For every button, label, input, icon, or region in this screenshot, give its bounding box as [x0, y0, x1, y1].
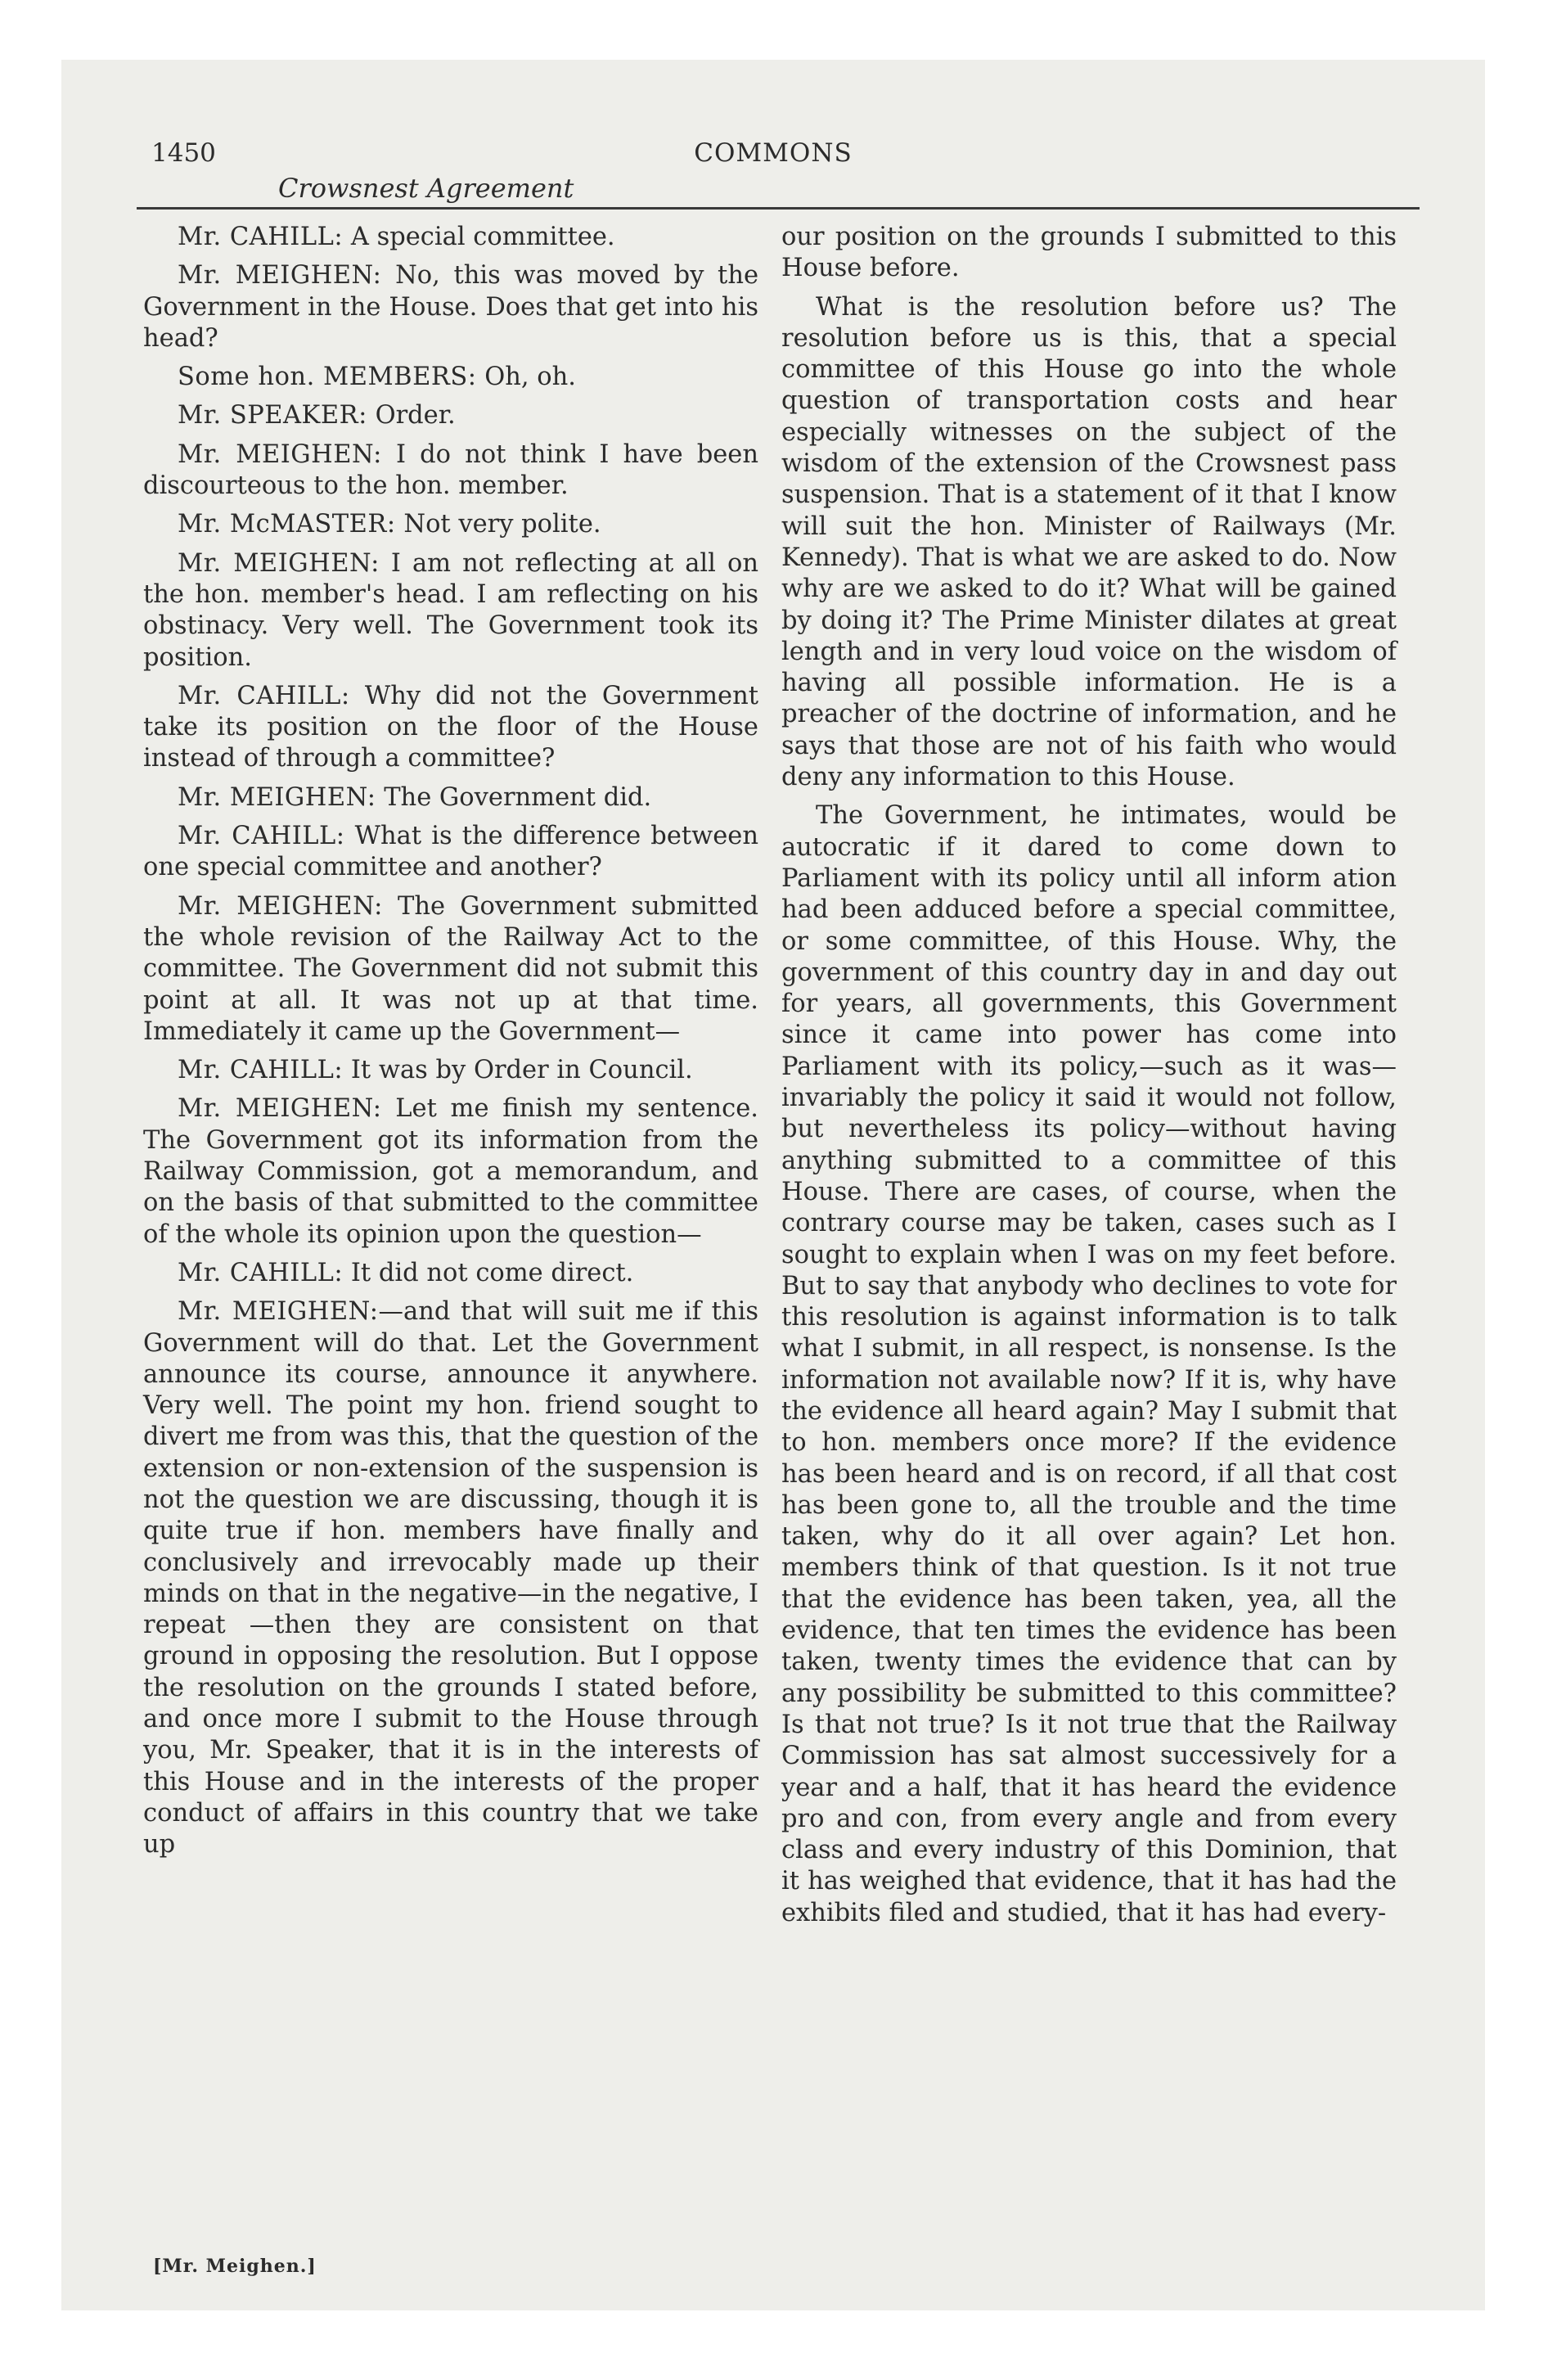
speech-text: It did not come direct.: [350, 1258, 634, 1287]
speech-text: I am not reflecting at all on the hon. member's head. I am reflecting on his obstinacy. Very well. The Government took its position.: [143, 548, 758, 672]
speech-text: The Government did.: [384, 782, 652, 812]
speech-text: Oh, oh.: [484, 363, 576, 392]
speaker-name: Mr. MEIGHEN:: [178, 891, 383, 921]
speech-paragraph: our position on the grounds I submitted to this House before.: [781, 223, 1397, 283]
speech-paragraph: [143, 1296, 758, 1860]
speech-paragraph: [143, 1093, 758, 1250]
speech-paragraph: [143, 891, 758, 1048]
speaker-name: Mr. SPEAKER:: [178, 401, 367, 430]
speaker-name: Mr. CAHILL:: [178, 681, 350, 710]
speaker-name: Mr. MEIGHEN:: [178, 782, 376, 812]
speaker-name: Mr. MEIGHEN:: [178, 261, 382, 291]
speech-paragraph: [143, 400, 758, 431]
speech-text: Not very polite.: [403, 510, 601, 539]
scanned-page: [61, 60, 1485, 2310]
speech-paragraph: [143, 1258, 758, 1289]
speaker-name: Mr. McMASTER:: [178, 510, 396, 539]
section-title: COMMONS: [694, 138, 853, 168]
speaker-name: Some hon. MEMBERS:: [178, 363, 477, 392]
speech-text: Let me finish my sentence. The Government got its information from the Railway Commission, got a memorandum, and on the basis of that submitted to the committee of the whole its opinion upon the question—: [143, 1094, 759, 1249]
speech-text: The Government submitted the whole revision of the Railway Act to the committee. The Government did not submit this point at all. It was not up at that time. Immediately it came up the Government—: [143, 891, 758, 1046]
speech-paragraph: What is the resolution before us? The resolution before us is this, that a special committee of this House go into the whole question of transportation costs and hear especially witnesses on the subject of the wisdom of the extension of the Crowsnest pass suspension. That is a statement of it that I know will suit the hon. Minister of Railways (Mr. Kennedy). That is what we are asked to do. Now why are we asked to do it? What will be gained by doing it? The Prime Minister dilates at great length and in very loud voice on the wisdom of having all possible information. He is a preacher of the doctrine of information, and he says that those are not of his faith who would deny any information to this House.: [781, 292, 1397, 792]
speech-paragraph: [143, 222, 758, 253]
speech-paragraph: [143, 782, 758, 814]
speech-paragraph: [143, 681, 758, 775]
speech-text: It was by Order in Council.: [350, 1056, 693, 1085]
page-number: 1450: [151, 138, 216, 168]
speech-paragraph: [143, 362, 758, 393]
speech-paragraph: [143, 260, 758, 354]
speaker-name: Mr. CAHILL:: [178, 1258, 344, 1287]
speech-text: A special committee.: [350, 223, 615, 251]
speech-paragraph: [143, 548, 758, 674]
speech-paragraph: [143, 821, 758, 884]
speech-text: Why did not the Government take its position on the floor of the House instead of through a committee?: [143, 681, 758, 773]
speech-paragraph: [143, 509, 758, 540]
right-column: [781, 222, 1397, 1936]
speaker-name: Mr. MEIGHEN:: [178, 548, 380, 578]
left-column: [143, 222, 758, 1868]
speech-text: I do not think I have been discourteous to the hon. member.: [143, 439, 758, 501]
speech-paragraph: [143, 439, 758, 503]
speaker-name: Mr. MEIGHEN:: [178, 439, 382, 469]
speech-text: Order.: [375, 401, 456, 430]
speaker-name: Mr. MEIGHEN:: [178, 1297, 379, 1327]
speech-paragraph: The Government, he intimates, would be autocratic if it dared to come down to Parliament with its policy until all inform ation had been adduced before a special committee, or some committee, of this House. Why, the government of this country day in and day out for years, all governments, this Government since it came into power has come into Parliament with its policy,—such as it was—invariably the policy it said it would not follow, but nevertheless its policy—without having anything submitted to a committee of this House. There are cases, of course, when the contrary course may be taken, cases such as I sought to explain when I was on my feet before. But to say that anybody who declines to vote for this resolution is against information is to talk what I submit, in all respect, is nonsense. Is the information not available now? If it is, why have the evidence all heard again? May I submit that to hon. members once more? If the evidence has been heard and is on record, if all that cost has been gone to, all the trouble and the time taken, why do it all over again? Let hon. members think of that question. Is it not true that the evidence has been taken, yea, all the evidence, that ten times the evidence has been taken, twenty times the evidence that can by any possibility be submitted to this committee? Is that not true? Is it not true that the Railway Commission has sat almost successively for a year and a half, that it has heard the evidence pro and con, from every angle and from every class and every industry of this Dominion, that it has weighed that evidence, that it has had the exhibits filed and studied, that it has had every-: [781, 801, 1397, 1927]
speaker-name: Mr. CAHILL:: [178, 822, 345, 851]
speaker-name: Mr. MEIGHEN:: [178, 1094, 382, 1124]
running-head: Crowsnest Agreement: [278, 173, 574, 204]
speaker-name: Mr. CAHILL:: [178, 223, 344, 251]
speech-text: —and that will suit me if this Government will do that. Let the Government announce its course, announce it anywhere. Very well. The point my hon. friend sought to divert me from was this, that the question of the extension or non-extension of the suspension is not the question we are discussing, though it is quite true if hon. members have finally and conclusively and irrevocably made up their minds on that in the negative—in the negative, I repeat —then they are consistent on that ground in opposing the resolution. But I oppose the resolution on the grounds I stated before, and once more I submit to the House through you, Mr. Speaker, that it is in the interests of this House and in the interests of the proper conduct of affairs in this country that we take up: [143, 1297, 758, 1859]
speech-text: No, this was moved by the Government in the House. Does that get into his head?: [143, 261, 759, 353]
header-rule: [137, 207, 1420, 210]
speaker-name: Mr. CAHILL:: [178, 1056, 344, 1085]
speech-text: What is the difference between one special committee and another?: [143, 822, 758, 882]
speech-paragraph: [143, 1055, 758, 1086]
footer-speaker-reference: [Mr. Meighen.]: [153, 2256, 317, 2277]
